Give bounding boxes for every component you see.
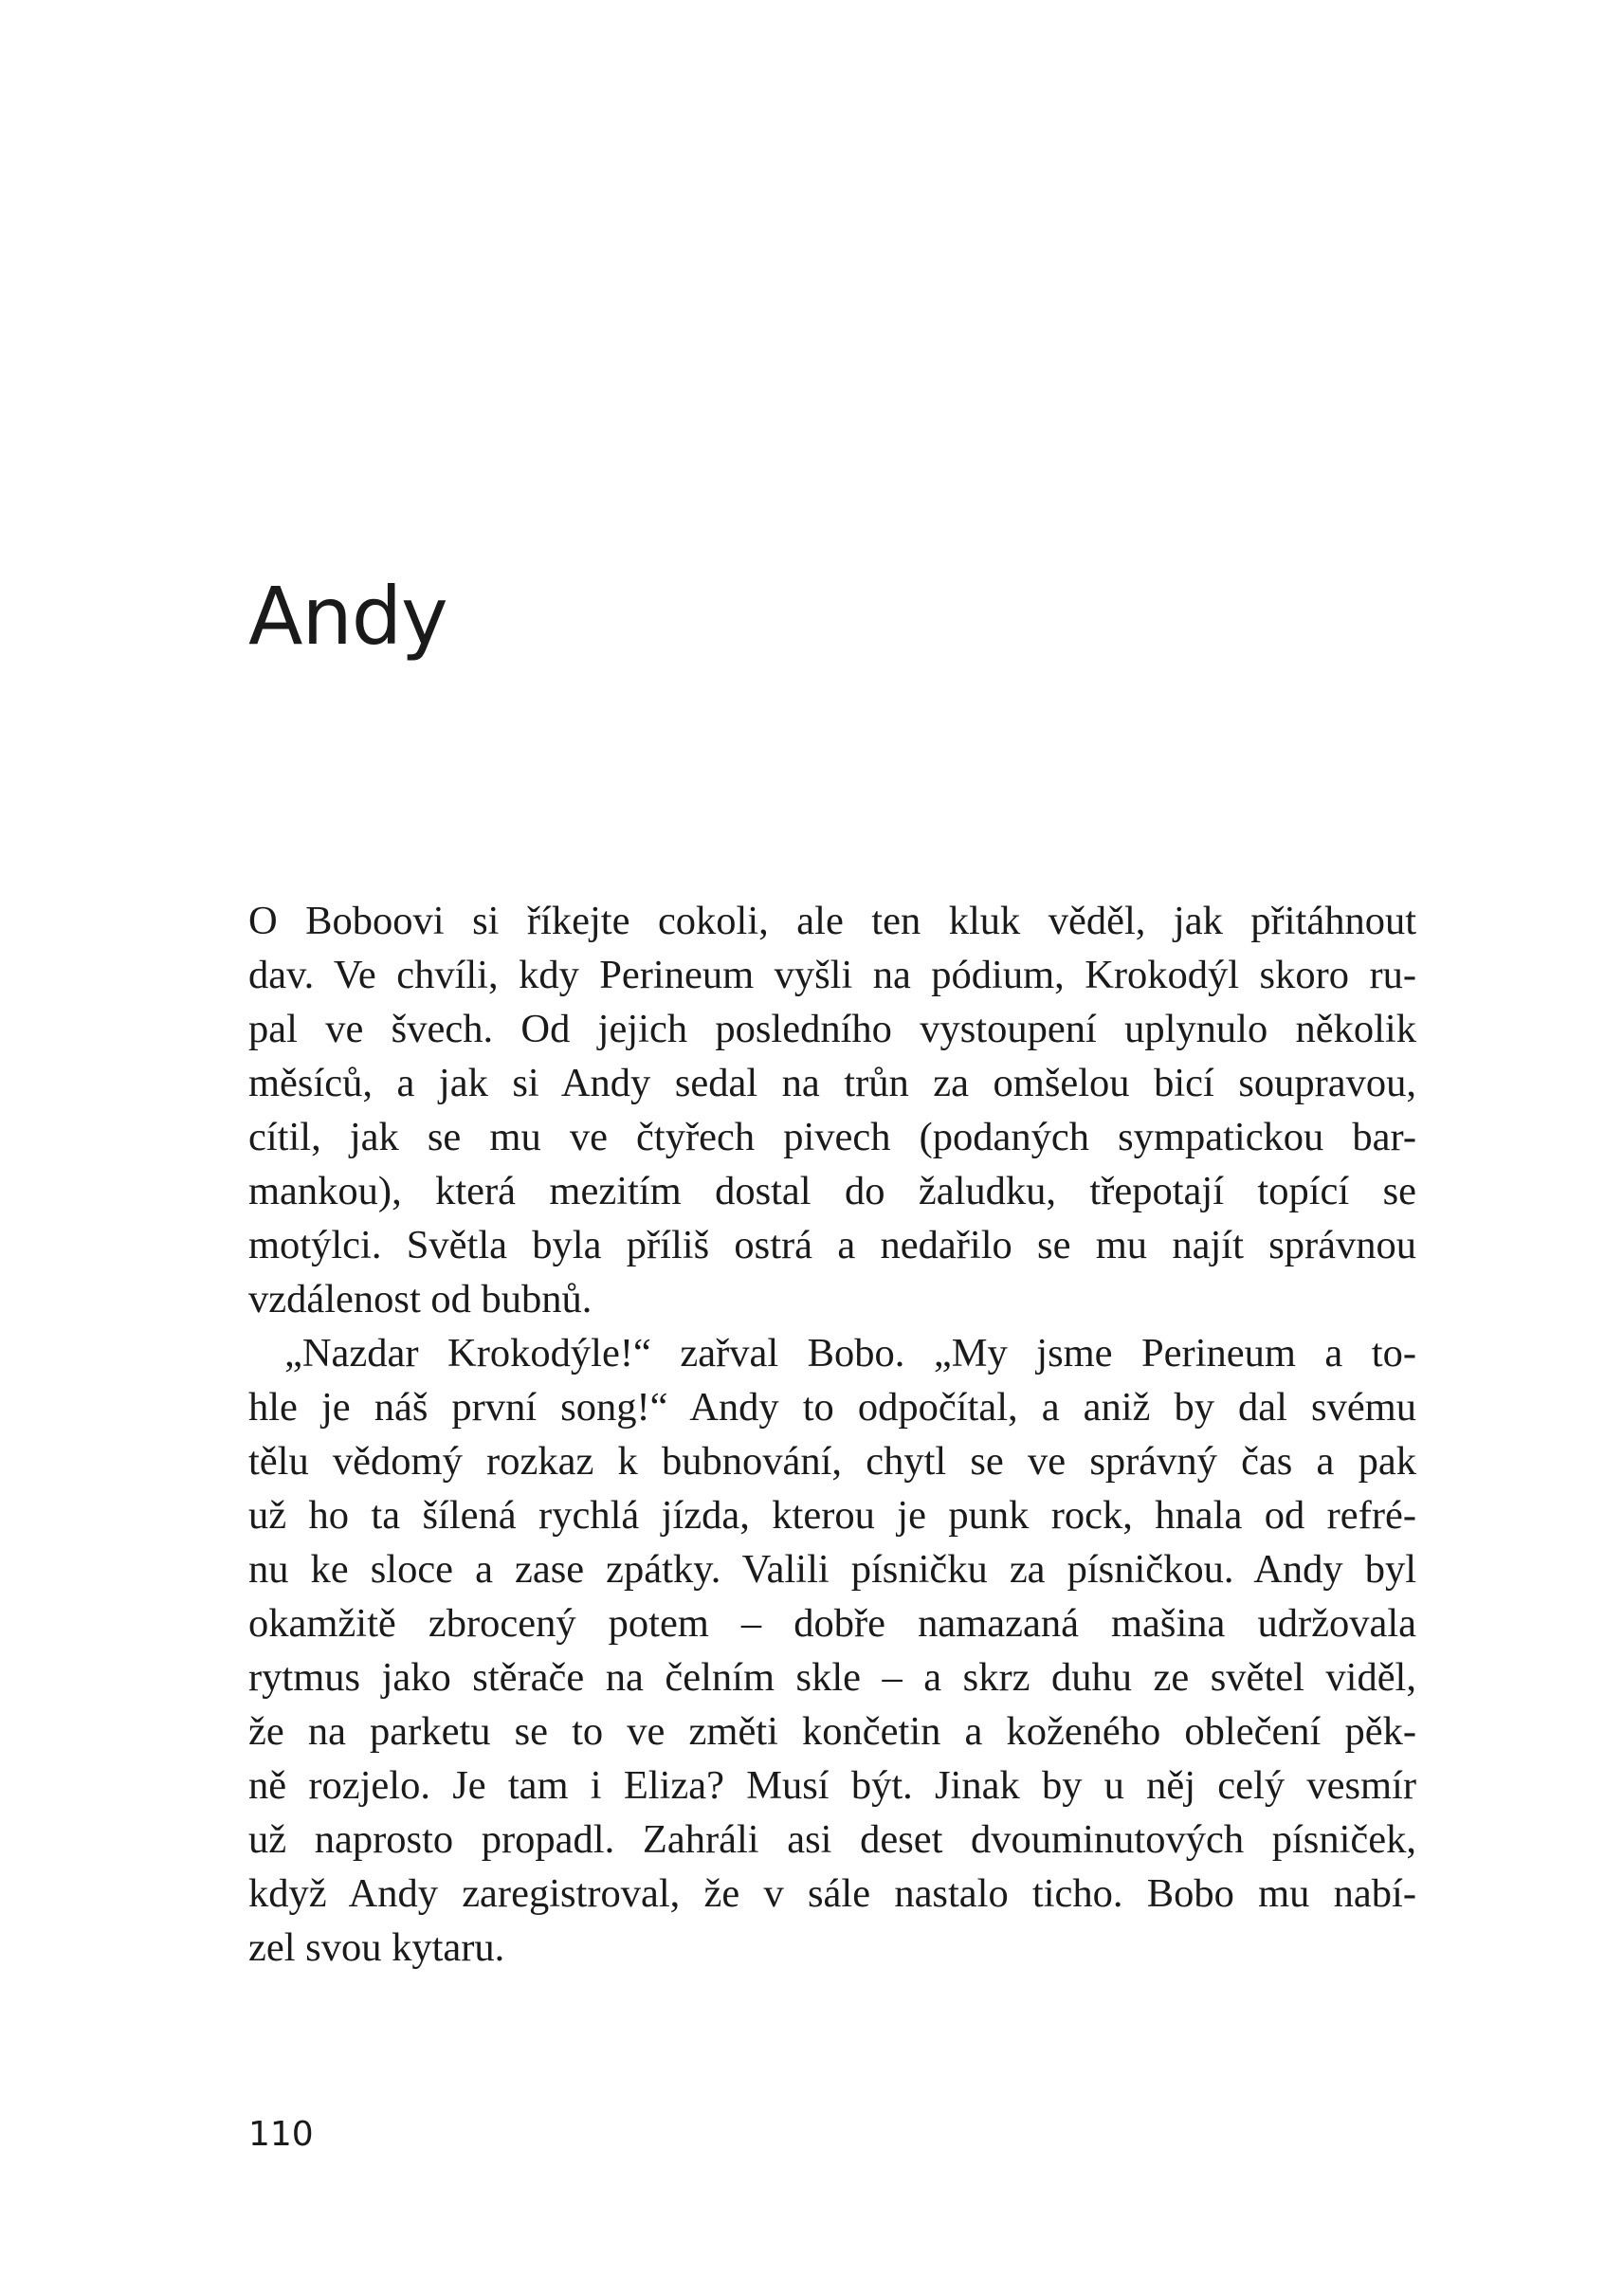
text-line: „Nazdar Krokodýle!“ zařval Bobo. „My jsme Perineum a to-	[284, 1331, 1416, 1376]
text-line: cítil, jak se mu ve čtyřech pivech (podaných sympatickou bar-	[248, 1115, 1416, 1159]
text-line: už naprosto propadl. Zahráli asi deset dvouminutových písniček,	[248, 1817, 1416, 1862]
text-line: že na parketu se to ve změti končetin a koženého oblečení pěk-	[248, 1709, 1416, 1754]
text-line: tělu vědomý rozkaz k bubnování, chytl se ve správný čas a pak	[248, 1439, 1416, 1484]
page-number: 110	[248, 2115, 314, 2154]
text-line: okamžitě zbrocený potem – dobře namazaná mašina udržovala	[248, 1601, 1416, 1646]
text-line: ně rozjelo. Je tam i Eliza? Musí být. Jinak by u něj celý vesmír	[248, 1763, 1416, 1808]
text-line: už ho ta šílená rychlá jízda, kterou je punk rock, hnala od refré-	[248, 1493, 1416, 1538]
text-line: mankou), která mezitím dostal do žaludku, třepotají topící se	[248, 1169, 1416, 1213]
paragraph-2	[248, 1326, 1416, 1975]
chapter-body	[248, 894, 1416, 1975]
text-line: dav. Ve chvíli, kdy Perineum vyšli na pódium, Krokodýl skoro ru-	[248, 953, 1416, 997]
text-line: vzdálenost od bubnů.	[248, 1277, 593, 1321]
text-line: rytmus jako stěrače na čelním skle – a skrz duhu ze světel viděl,	[248, 1655, 1416, 1700]
chapter-title: Andy	[248, 570, 447, 663]
text-line: měsíců, a jak si Andy sedal na trůn za omšelou bicí soupravou,	[248, 1061, 1416, 1105]
text-line: hle je náš první song!“ Andy to odpočítal, a aniž by dal svému	[248, 1385, 1416, 1430]
paragraph-1	[248, 894, 1416, 1326]
text-line: O Boboovi si říkejte cokoli, ale ten kluk věděl, jak přitáhnout	[248, 899, 1416, 943]
text-line: zel svou kytaru.	[248, 1925, 505, 1970]
text-line: motýlci. Světla byla příliš ostrá a nedařilo se mu najít správnou	[248, 1223, 1416, 1267]
text-line: když Andy zaregistroval, že v sále nastalo ticho. Bobo mu nabí-	[248, 1871, 1416, 1916]
text-line: pal ve švech. Od jejich posledního vystoupení uplynulo několik	[248, 1007, 1416, 1051]
text-line: nu ke sloce a zase zpátky. Valili písničku za písničkou. Andy byl	[248, 1547, 1416, 1592]
